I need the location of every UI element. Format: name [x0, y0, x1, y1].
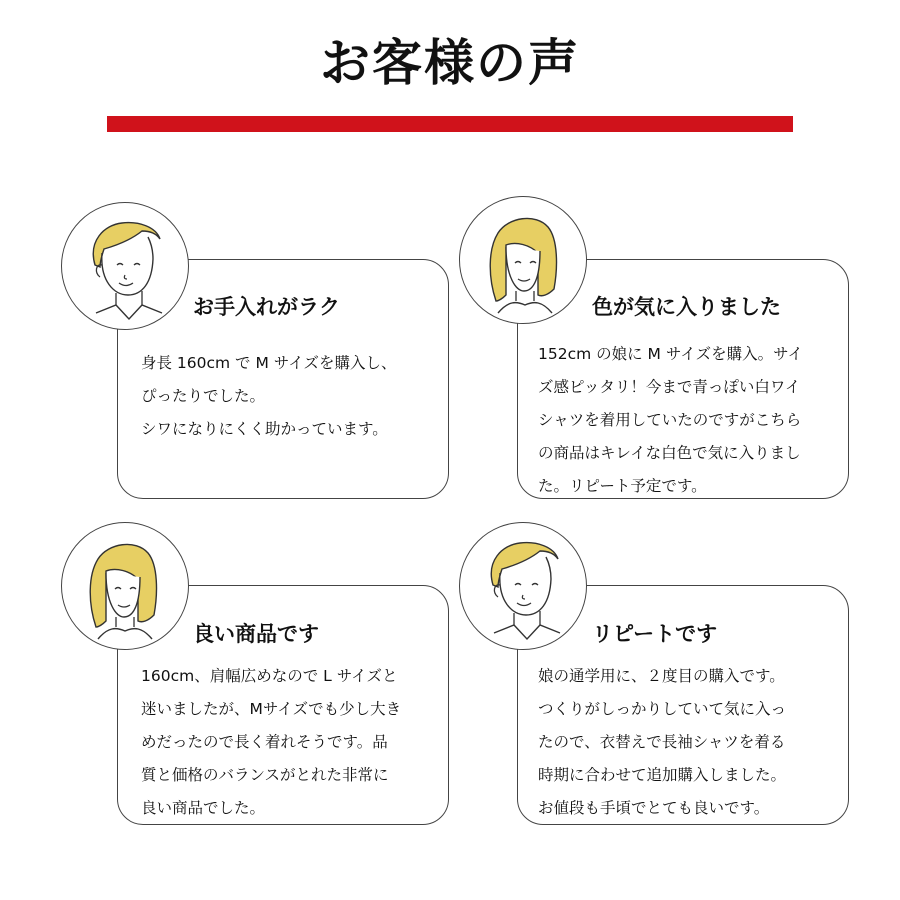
bob-hair-woman-avatar-icon [459, 196, 587, 324]
review-line: た。リピート予定です。 [538, 477, 707, 495]
review-line: 質と価格のバランスがとれた非常に [141, 766, 389, 784]
review-line: 娘の通学用に、２度目の購入です。 [538, 667, 785, 685]
short-hair-man-avatar-icon [459, 522, 587, 650]
title-underline-bar [107, 116, 793, 132]
review-line: 良い商品でした。 [141, 799, 266, 817]
review-line: たので、衣替えで長袖シャツを着る [538, 733, 786, 751]
review-title: お手入れがラク [193, 295, 340, 319]
review-line: 時期に合わせて追加購入しました。 [538, 766, 787, 784]
review-text [141, 660, 401, 825]
review-title: 良い商品です [193, 622, 319, 646]
review-title: リピートです [592, 622, 718, 646]
review-title: 色が気に入りました [592, 295, 781, 319]
review-text [538, 660, 786, 825]
review-line: ズ感ピッタリ！今まで青っぽい白ワイ [538, 378, 801, 396]
review-line: めだったので長く着れそうです。品 [141, 733, 388, 751]
review-line: シワになりにくく助かっています。 [141, 420, 388, 438]
review-line: 身長 160cm で M サイズを購入し、 [141, 354, 397, 372]
page-title: お客様の声 [320, 34, 580, 92]
review-line: お値段も手頃でとても良いです。 [538, 799, 770, 817]
short-hair-man-avatar-icon [61, 202, 189, 330]
bob-hair-woman-avatar-icon [61, 522, 189, 650]
review-text [141, 347, 397, 446]
review-line: 160cm、肩幅広めなので L サイズと [141, 667, 398, 685]
review-line: つくりがしっかりしていて気に入っ [538, 700, 787, 718]
review-line: 152cm の娘に M サイズを購入。サイ [538, 345, 804, 363]
review-line: シャツを着用していたのですがこちら [538, 411, 802, 429]
review-line: 迷いましたが、Mサイズでも少し大き [141, 700, 402, 718]
review-text [538, 338, 803, 503]
review-line: の商品はキレイな白色で気に入りまし [538, 444, 801, 462]
review-line: ぴったりでした。 [141, 387, 266, 405]
